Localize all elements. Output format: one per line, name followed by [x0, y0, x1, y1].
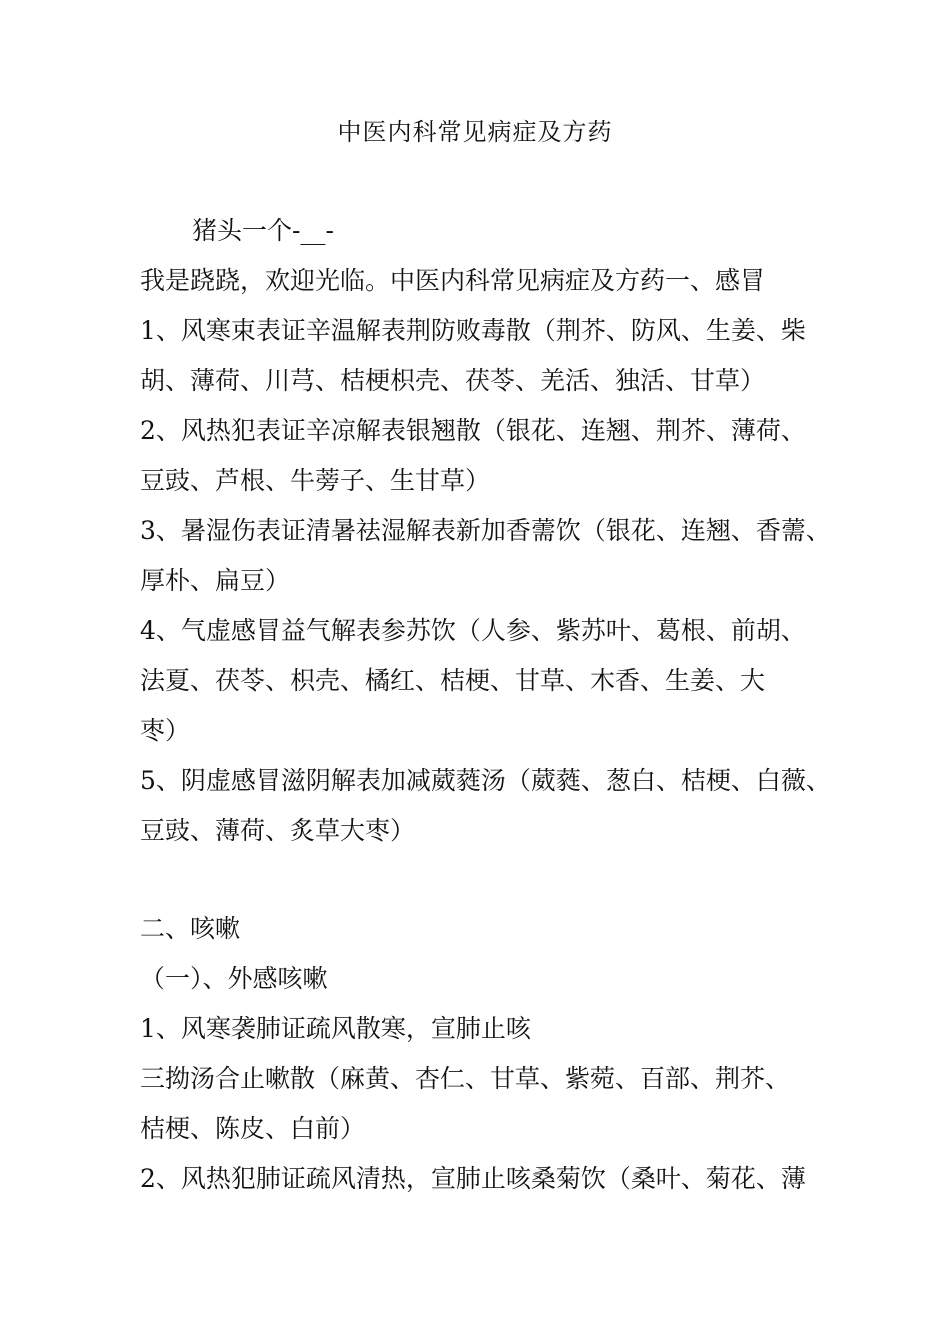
document-body: [140, 206, 840, 1204]
text-line: 4、气虚感冒益气解表参苏饮（人参、紫苏叶、葛根、前胡、: [140, 616, 806, 645]
text-line: 1、风寒束表证辛温解表荆防败毒散（荆芥、防风、生姜、柴: [140, 316, 806, 345]
text-line: 三拗汤合止嗽散（麻黄、杏仁、甘草、紫菀、百部、荆芥、: [140, 1064, 791, 1093]
text-line: 法夏、茯苓、枳壳、橘红、桔梗、甘草、木香、生姜、大: [140, 666, 766, 695]
text-line: 5、阴虚感冒滋阴解表加减葳蕤汤（葳蕤、葱白、桔梗、白薇、: [140, 766, 831, 795]
section-heading: 二、咳嗽: [140, 914, 241, 943]
text-line: 桔梗、陈皮、白前）: [140, 1114, 366, 1143]
text-line: 枣）: [140, 716, 191, 745]
text-line: 2、风热犯肺证疏风清热，宣肺止咳桑菊饮（桑叶、菊花、薄: [140, 1164, 806, 1193]
author-note: 猪头一个-__-: [192, 216, 334, 245]
text-line: 3、暑湿伤表证清暑祛湿解表新加香薷饮（银花、连翘、香薷、: [140, 516, 831, 545]
text-line: 豆豉、薄荷、炙草大枣）: [140, 816, 416, 845]
intro-line: 我是跷跷，欢迎光临。中医内科常见病症及方药一、感冒: [140, 266, 766, 295]
text-line: 豆豉、芦根、牛蒡子、生甘草）: [140, 466, 491, 495]
text-line: 胡、薄荷、川芎、桔梗枳壳、茯苓、羌活、独活、甘草）: [140, 366, 766, 395]
subsection-heading: （一）、外感咳嗽: [140, 964, 328, 993]
section-spacer: [140, 856, 840, 904]
text-line: 2、风热犯表证辛凉解表银翘散（银花、连翘、荆芥、薄荷、: [140, 416, 806, 445]
document-title: 中医内科常见病症及方药: [337, 118, 613, 146]
text-line: 厚朴、扁豆）: [140, 566, 291, 595]
text-line: 1、风寒袭肺证疏风散寒，宣肺止咳: [140, 1014, 531, 1043]
